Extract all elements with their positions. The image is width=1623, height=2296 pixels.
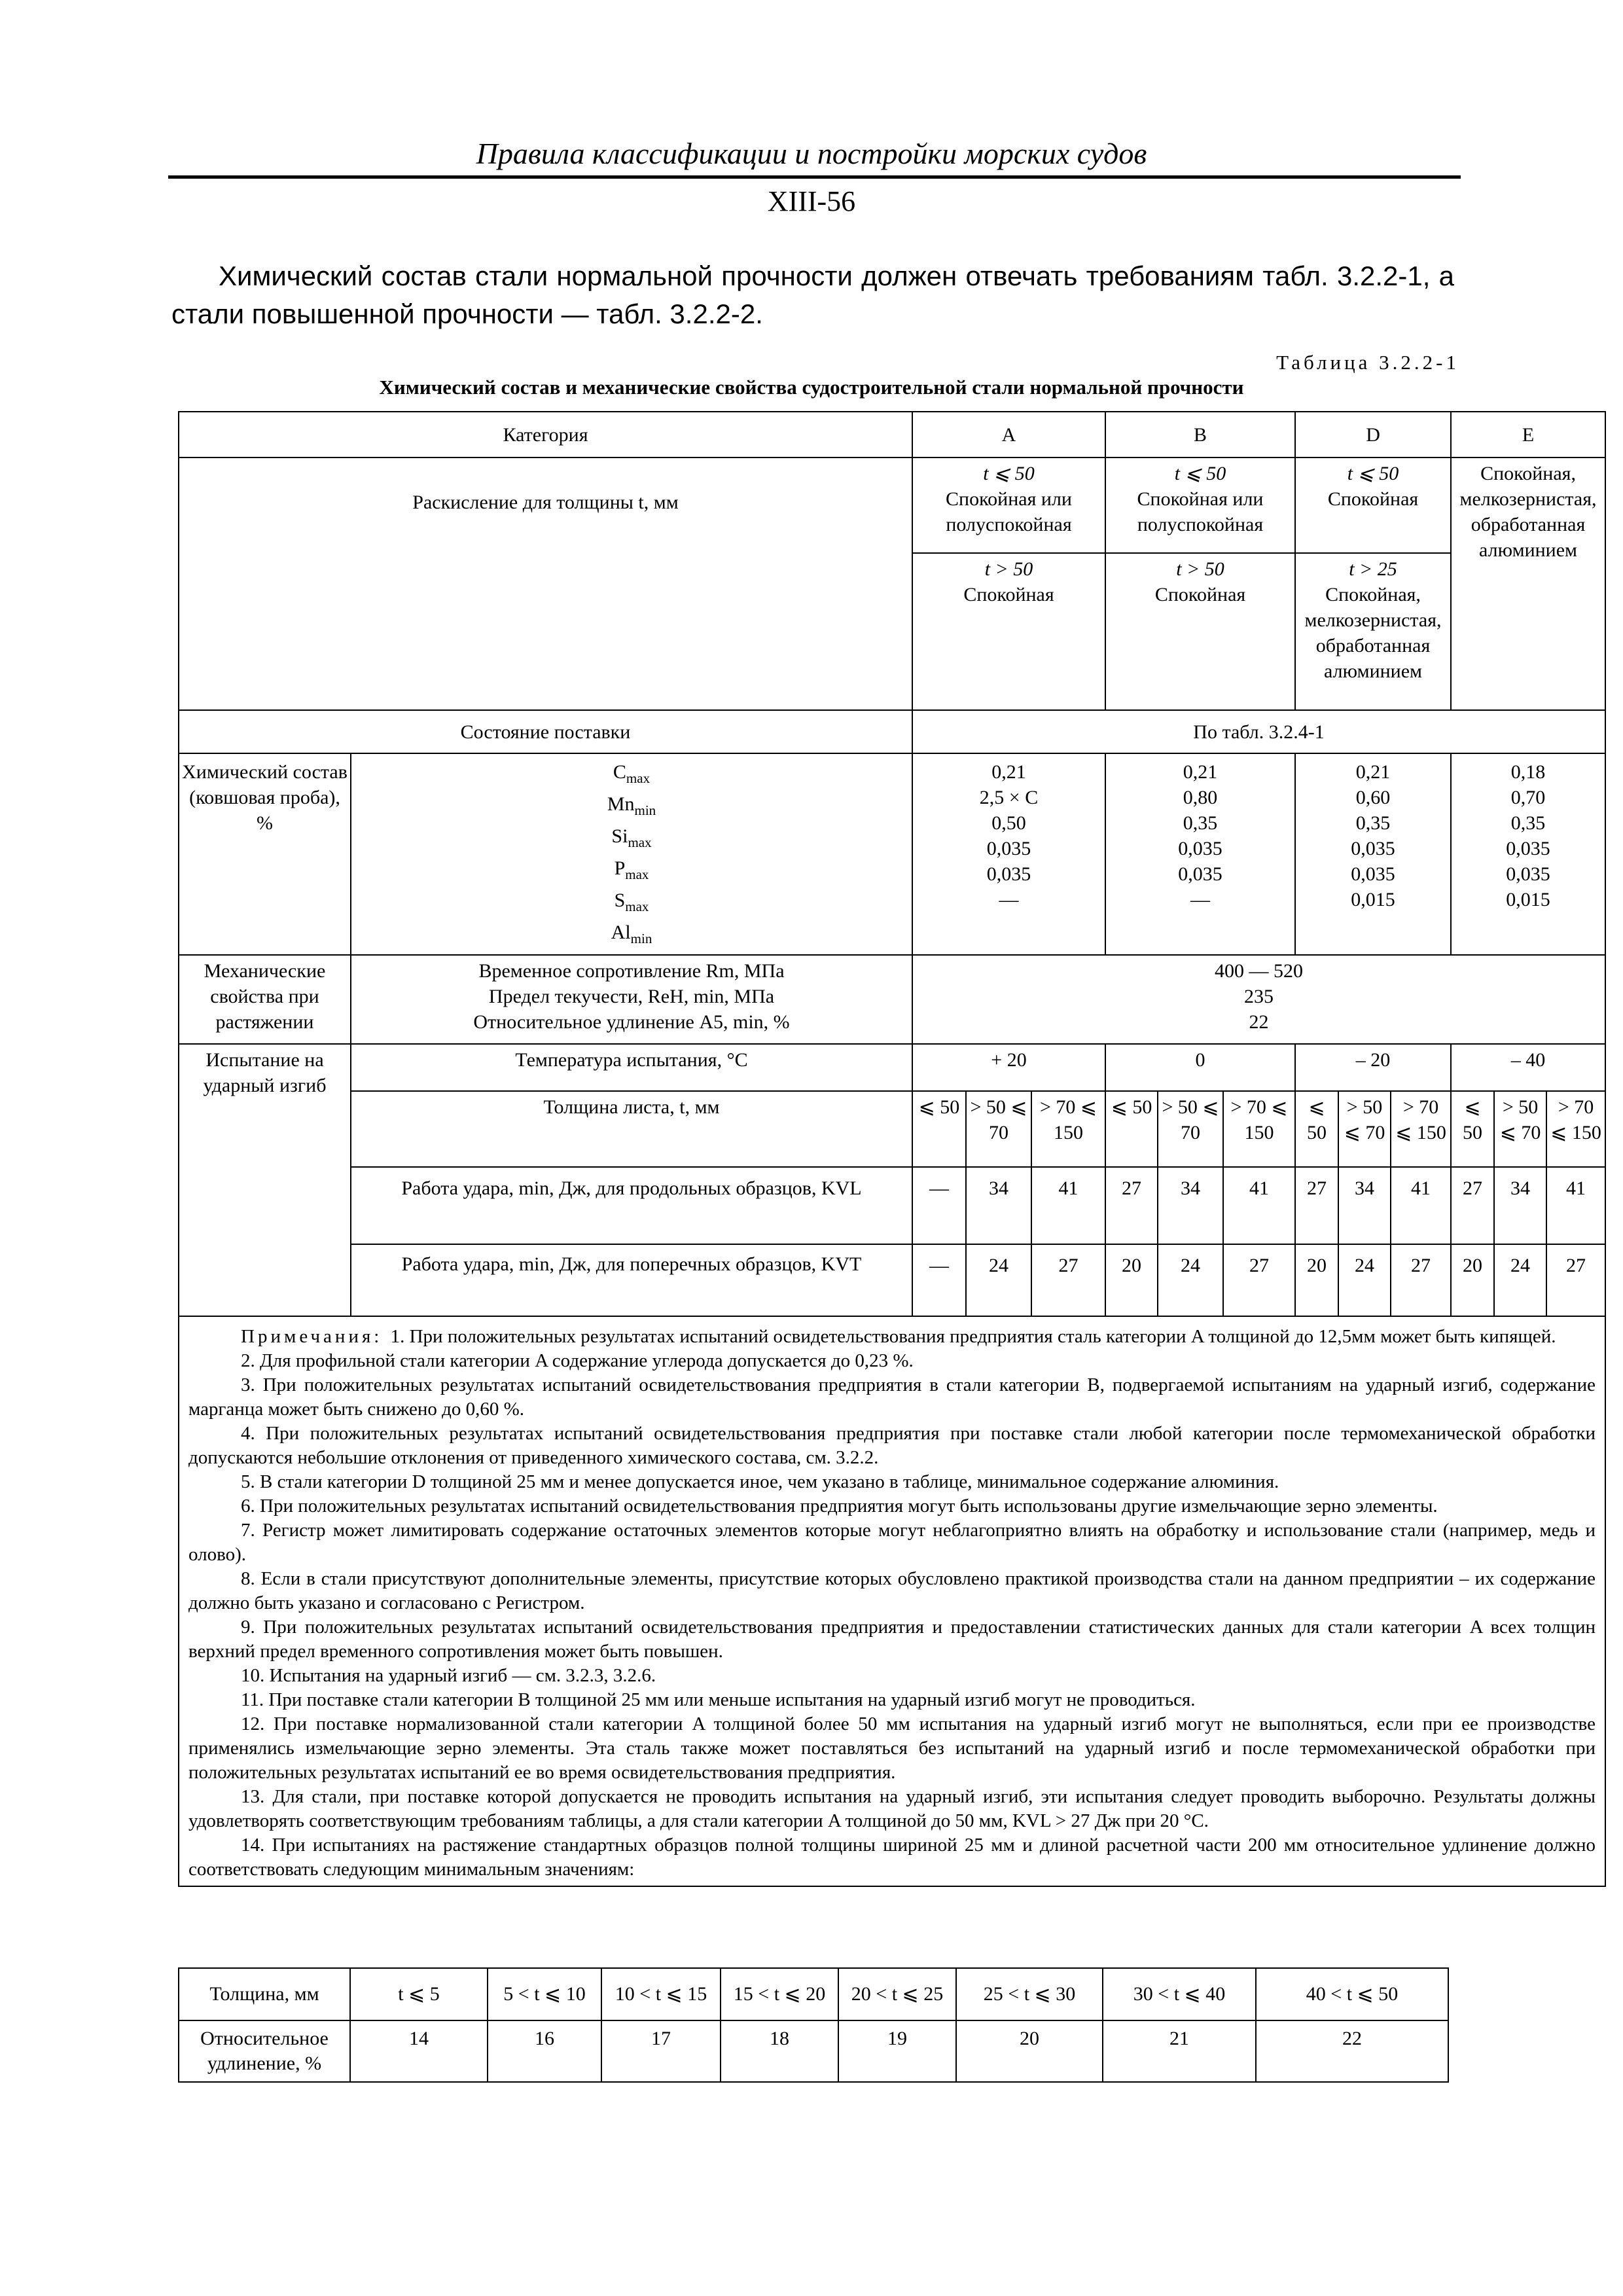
- impact-thickness-range: > 50 ⩽ 70: [1338, 1091, 1391, 1167]
- chemical-value: 0,80: [1183, 787, 1218, 808]
- chemical-value: 0,015: [1506, 889, 1550, 910]
- elongation-value: 19: [838, 2020, 956, 2082]
- chemical-value: 0,035: [1351, 863, 1395, 885]
- impact-temp-e: – 40: [1451, 1044, 1605, 1091]
- impact-kvl-row: [179, 1167, 1605, 1244]
- impact-thickness-range: ⩽ 50: [1105, 1091, 1158, 1167]
- elongation-value: 20: [956, 2020, 1103, 2082]
- impact-kvt-row: [179, 1244, 1605, 1316]
- chemical-value: 0,21: [1183, 761, 1218, 783]
- tensile-strength-value: 400 — 520: [1215, 960, 1304, 982]
- chemical-e: [1451, 753, 1605, 955]
- note-item: 5. В стали категории D толщиной 25 мм и менее допускается иное, чем указано в таблице, минимальное содержание алюминия.: [241, 1471, 1279, 1492]
- impact-temp-a: + 20: [912, 1044, 1105, 1091]
- delivery-row: [179, 710, 1605, 753]
- deox-d-thin: t ⩽ 50 Спокойная: [1295, 457, 1451, 553]
- delivery-label: Состояние поставки: [179, 710, 912, 753]
- category-header: Категория: [179, 412, 912, 457]
- impact-kvl-value: 41: [1223, 1167, 1295, 1244]
- elongation-value: 16: [488, 2020, 601, 2082]
- impact-kvl-value: 34: [1158, 1167, 1223, 1244]
- note-item: 7. Регистр может лимитировать содержание остаточных элементов которые могут неблагоприятно влиять на обработку и использование стали (например, медь и олово).: [188, 1520, 1596, 1565]
- chemical-value: 0,35: [1183, 812, 1218, 834]
- impact-kvt-value: 24: [1494, 1244, 1546, 1316]
- impact-kvl-value: 34: [1494, 1167, 1546, 1244]
- elongation-range-row: [179, 1968, 1448, 2020]
- elongation-value: 14: [350, 2020, 488, 2082]
- category-a: A: [912, 412, 1105, 457]
- impact-kvt-value: 27: [1223, 1244, 1295, 1316]
- elongation-value: 22: [1256, 2020, 1448, 2082]
- impact-kvl-value: 27: [1105, 1167, 1158, 1244]
- chemical-value: 0,035: [1506, 838, 1550, 859]
- notes: [179, 1316, 1605, 1886]
- chemical-value: —: [999, 889, 1019, 910]
- chemical-element: $C_{max}$: [613, 761, 651, 786]
- impact-kvt-value: 27: [1031, 1244, 1105, 1316]
- impact-thickness-range: > 50 ⩽ 70: [1158, 1091, 1223, 1167]
- chemical-element: $Mn_{min}$: [607, 793, 656, 818]
- impact-thickness-range: > 70 ⩽ 150: [1546, 1091, 1605, 1167]
- table-caption: Химический состав и механические свойства судостроительной стали нормальной прочности: [379, 376, 1244, 399]
- impact-thickness-range: > 70 ⩽ 150: [1031, 1091, 1105, 1167]
- mechanical-row: [179, 955, 1605, 1044]
- impact-kvt-value: 24: [1158, 1244, 1223, 1316]
- note-item: 8. Если в стали присутствуют дополнительные элементы, присутствие которых обусловлено практикой производства стали на данном предприятии – их содержание должно быть указано и согласовано с Регистром.: [188, 1568, 1596, 1613]
- impact-group-label: Испытание на ударный изгиб: [179, 1044, 351, 1316]
- impact-kvl-label: Работа удара, min, Дж, для продольных образцов, KVL: [351, 1167, 912, 1244]
- impact-kvt-value: 20: [1105, 1244, 1158, 1316]
- impact-kvt-label: Работа удара, min, Дж, для поперечных образцов, KVT: [351, 1244, 912, 1316]
- intro-paragraph: Химический состав стали нормальной прочности должен отвечать требованиям табл. 3.2.2-1, а стали повышенной прочности — табл. 3.2.2-2.: [171, 260, 1454, 329]
- chemical-value: 0,18: [1510, 761, 1546, 783]
- elongation-value: 18: [721, 2020, 838, 2082]
- note-item: 13. Для стали, при поставке которой допускается не проводить испытания на ударный изгиб, эти испытания следует проводить выборочно. Результаты должны удовлетворять соответствующим требованиям таблицы, а для стали категории A толщиной до 50 мм, KVL > 27 Дж при 20 °C.: [188, 1786, 1596, 1831]
- category-row: [179, 412, 1605, 457]
- note-item: 9. При положительных результатах испытаний освидетельствования предприятия и предоставлении статистических данных для стали категории A всех толщин верхний предел временного сопротивления может быть повышен.: [188, 1617, 1596, 1662]
- chemical-value: 0,035: [1506, 863, 1550, 885]
- note-item: 14. При испытаниях на растяжение стандартных образцов полной толщины шириной 25 мм и длиной расчетной части 200 мм относительное удлинение должно соответствовать следующим минимальным значениям:: [188, 1835, 1596, 1880]
- chemical-value: 0,035: [986, 838, 1031, 859]
- chemical-value: 0,015: [1351, 889, 1395, 910]
- impact-kvl-value: 41: [1391, 1167, 1451, 1244]
- chemical-group-label: Химический состав (ковшовая проба), %: [179, 753, 351, 955]
- mechanical-labels: [351, 955, 912, 1044]
- elongation-range: 10 < t ⩽ 15: [601, 1968, 721, 2020]
- deox-d-thick: t > 25 Спокойная, мелкозернистая, обработанная алюминием: [1295, 553, 1451, 710]
- impact-kvt-value: 24: [1338, 1244, 1391, 1316]
- elongation-value: 22: [1249, 1011, 1269, 1033]
- impact-thickness-range: > 70 ⩽ 150: [1391, 1091, 1451, 1167]
- note-item: 3. При положительных результатах испытаний освидетельствования предприятия в стали категории B, подвергаемой испытаниям на ударный изгиб, содержание марганца может быть снижено до 0,60 %.: [188, 1374, 1596, 1420]
- impact-temp-d: – 20: [1295, 1044, 1451, 1091]
- chemical-value: 0,70: [1510, 787, 1546, 808]
- tensile-strength-label: Временное сопротивление Rm, МПа: [478, 960, 785, 982]
- elongation-value: 21: [1103, 2020, 1256, 2082]
- note-item: 4. При положительных результатах испытаний освидетельствования предприятия при поставке стали любой категории после термомеханической обработки допускаются небольшие отклонения от приведенного химического состава, см. 3.2.2.: [188, 1423, 1596, 1468]
- impact-thickness-range: ⩽ 50: [1451, 1091, 1494, 1167]
- chemical-element: $Si_{max}$: [611, 825, 652, 850]
- impact-kvl-value: 41: [1546, 1167, 1605, 1244]
- chemical-row: [179, 753, 1605, 955]
- impact-kvl-value: 27: [1451, 1167, 1494, 1244]
- table-label: Таблица 3.2.2-1: [1276, 351, 1459, 374]
- chemical-d: [1295, 753, 1451, 955]
- elongation-range: 20 < t ⩽ 25: [838, 1968, 956, 2020]
- impact-kvt-value: 20: [1295, 1244, 1338, 1316]
- impact-thickness-range: > 50 ⩽ 70: [966, 1091, 1031, 1167]
- category-e: E: [1451, 412, 1605, 457]
- chemical-value: 0,035: [1178, 838, 1222, 859]
- chemical-value: 0,035: [1178, 863, 1222, 885]
- deoxidation-label: Раскисление для толщины t, мм: [179, 457, 912, 710]
- note-item: 11. При поставке стали категории B толщиной 25 мм или меньше испытания на ударный изгиб могут не проводиться.: [241, 1689, 1196, 1710]
- running-header: Правила классификации и постройки морских судов: [476, 137, 1147, 170]
- category-d: D: [1295, 412, 1451, 457]
- chemical-value: 0,35: [1510, 812, 1546, 834]
- chemical-value: 0,21: [1355, 761, 1391, 783]
- elongation-range: 30 < t ⩽ 40: [1103, 1968, 1256, 2020]
- impact-temp-b: 0: [1105, 1044, 1295, 1091]
- chemical-value: 0,21: [991, 761, 1026, 783]
- note-item: 6. При положительных результатах испытаний освидетельствования предприятия могут быть использованы другие измельчающие зерно элементы.: [241, 1496, 1438, 1516]
- elongation-range: 25 < t ⩽ 30: [956, 1968, 1103, 2020]
- elongation-value-label: Относительное удлинение, %: [179, 2020, 350, 2082]
- elongation-thickness-label: Толщина, мм: [179, 1968, 350, 2020]
- chemical-value: 0,035: [1351, 838, 1395, 859]
- mechanical-values: [912, 955, 1605, 1044]
- impact-kvt-value: 24: [966, 1244, 1031, 1316]
- deox-a-thin: t ⩽ 50 Спокойная или полуспокойная: [912, 457, 1105, 553]
- impact-thickness-label: Толщина листа, t, мм: [351, 1091, 912, 1167]
- chemical-element: $Al_{min}$: [611, 922, 652, 946]
- elongation-value: 17: [601, 2020, 721, 2082]
- impact-temp-label: Температура испытания, °C: [351, 1044, 912, 1091]
- impact-kvl-value: 34: [966, 1167, 1031, 1244]
- deoxidation-row-thin: [179, 457, 1605, 553]
- chemical-value: 2,5 × C: [979, 787, 1039, 808]
- chemical-value: 0,60: [1355, 787, 1391, 808]
- chemical-a: [912, 753, 1105, 955]
- impact-kvt-value: —: [912, 1244, 966, 1316]
- chemical-element: $P_{max}$: [614, 857, 649, 882]
- note-item: Примечания: 1. При положительных результатах испытаний освидетельствования предприятия сталь категории A толщиной до 12,5мм может быть кипящей.: [241, 1326, 1556, 1347]
- chemical-value: 0,50: [991, 812, 1026, 834]
- note-item: 2. Для профильной стали категории A содержание углерода допускается до 0,23 %.: [241, 1350, 914, 1371]
- impact-thickness-range: > 50 ⩽ 70: [1494, 1091, 1546, 1167]
- delivery-value: По табл. 3.2.4-1: [912, 710, 1605, 753]
- deox-a-thick: t > 50 Спокойная: [912, 553, 1105, 710]
- mechanical-group-label: Механические свойства при растяжении: [179, 955, 351, 1044]
- yield-strength-label: Предел текучести, ReH, min, МПа: [488, 986, 775, 1007]
- chemical-value: 0,035: [986, 863, 1031, 885]
- yield-strength-value: 235: [1244, 986, 1274, 1007]
- deox-b-thick: t > 50 Спокойная: [1105, 553, 1295, 710]
- impact-thickness-row: [179, 1091, 1605, 1167]
- chemical-value: 0,35: [1355, 812, 1391, 834]
- impact-kvl-value: 34: [1338, 1167, 1391, 1244]
- impact-kvt-value: 27: [1391, 1244, 1451, 1316]
- elongation-range: 15 < t ⩽ 20: [721, 1968, 838, 2020]
- impact-thickness-range: ⩽ 50: [912, 1091, 966, 1167]
- chemical-value: —: [1190, 889, 1211, 910]
- elongation-range: t ⩽ 5: [350, 1968, 488, 2020]
- impact-thickness-range: ⩽ 50: [1295, 1091, 1338, 1167]
- steel-table: [178, 411, 1606, 1887]
- note-item: 10. Испытания на ударный изгиб — см. 3.2.3, 3.2.6.: [241, 1665, 656, 1686]
- chemical-element: $S_{max}$: [614, 889, 649, 914]
- chemical-b: [1105, 753, 1295, 955]
- deox-e: Спокойная, мелкозернистая, обработанная алюминием: [1451, 457, 1605, 710]
- impact-kvl-value: 27: [1295, 1167, 1338, 1244]
- notes-row: [179, 1316, 1605, 1886]
- deox-b-thin: t ⩽ 50 Спокойная или полуспокойная: [1105, 457, 1295, 553]
- category-b: B: [1105, 412, 1295, 457]
- elongation-range: 5 < t ⩽ 10: [488, 1968, 601, 2020]
- notes-title: Примечания:: [241, 1326, 391, 1347]
- elongation-table: [178, 1967, 1449, 2083]
- header-rule: [168, 175, 1461, 179]
- elongation-value-row: [179, 2020, 1448, 2082]
- page-number: XIII-56: [767, 185, 856, 217]
- impact-kvt-value: 20: [1451, 1244, 1494, 1316]
- elongation-label: Относительное удлинение A5, min, %: [473, 1011, 790, 1033]
- chemical-elements: [351, 753, 912, 955]
- impact-kvl-value: —: [912, 1167, 966, 1244]
- impact-kvt-value: 27: [1546, 1244, 1605, 1316]
- impact-kvl-value: 41: [1031, 1167, 1105, 1244]
- elongation-range: 40 < t ⩽ 50: [1256, 1968, 1448, 2020]
- note-item: 12. При поставке нормализованной стали категории A толщиной более 50 мм испытания на ударный изгиб могут не выполняться, если при ее производстве применялись измельчающие зерно элементы. Эта сталь также может поставляться без испытаний на ударный изгиб и после термомеханической обработки при положительных результатах испытаний ее во время освидетельствования предприятия.: [188, 1713, 1596, 1783]
- impact-thickness-range: > 70 ⩽ 150: [1223, 1091, 1295, 1167]
- impact-temp-row: [179, 1044, 1605, 1091]
